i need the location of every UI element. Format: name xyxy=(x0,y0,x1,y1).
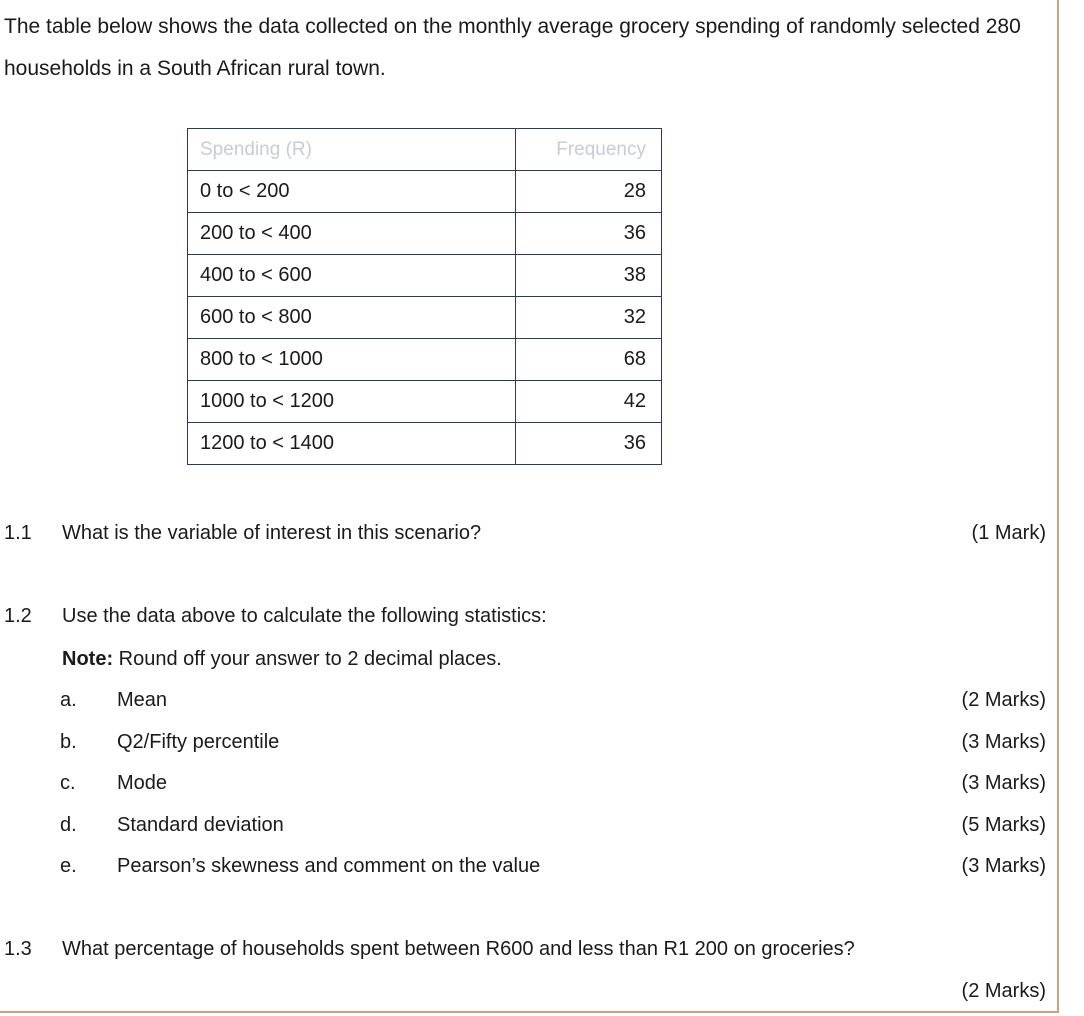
sub-question-marks: (3 Marks) xyxy=(961,731,1046,753)
table-cell-class: 800 to < 1000 xyxy=(188,339,516,381)
table-cell-class: 0 to < 200 xyxy=(188,171,516,213)
table-header-row xyxy=(188,129,662,171)
sub-question-marks: (5 Marks) xyxy=(961,814,1046,836)
sub-question-letter: a. xyxy=(60,689,77,711)
intro-paragraph: The table below shows the data collected on the monthly average grocery spending of randomly selected 280 households in a South African rural town. xyxy=(4,15,1021,80)
table-cell-class: 200 to < 400 xyxy=(188,213,516,255)
question-number: 1.2 xyxy=(4,605,32,627)
table-cell-frequency: 68 xyxy=(516,339,662,381)
sub-question-text: Mean xyxy=(117,689,168,711)
table-cell-class: 600 to < 800 xyxy=(188,297,516,339)
sub-question-text: Q2/Fifty percentile xyxy=(117,731,280,753)
table-cell-frequency: 38 xyxy=(516,255,662,297)
sub-question-letter: e. xyxy=(60,855,77,877)
table-row xyxy=(188,339,662,381)
question-number: 1.3 xyxy=(4,938,32,960)
table-row xyxy=(188,171,662,213)
sub-question-text: Standard deviation xyxy=(117,814,284,836)
table-cell-frequency: 36 xyxy=(516,423,662,465)
table-cell-class: 400 to < 600 xyxy=(188,255,516,297)
table-cell-frequency: 28 xyxy=(516,171,662,213)
sub-question-text: Mode xyxy=(117,772,168,794)
note-label: Note: xyxy=(62,648,114,670)
question-1-3 xyxy=(0,938,1084,968)
question-marks: (2 Marks) xyxy=(961,980,1046,1002)
question-1-3-marks-row xyxy=(0,980,1084,1010)
table-cell-frequency: 36 xyxy=(516,213,662,255)
sub-question-text: Pearson’s skewness and comment on the value xyxy=(117,855,541,877)
spending-frequency-table xyxy=(187,128,662,465)
sub-question-letter: c. xyxy=(60,772,76,794)
table-row xyxy=(188,297,662,339)
sub-question-a xyxy=(0,689,1084,719)
table-row xyxy=(188,381,662,423)
question-text: Use the data above to calculate the following statistics: xyxy=(62,605,547,627)
table-row xyxy=(188,423,662,465)
question-note xyxy=(0,648,1084,678)
table-row xyxy=(188,255,662,297)
sub-question-marks: (3 Marks) xyxy=(961,855,1046,877)
sub-question-letter: b. xyxy=(60,731,77,753)
sub-question-b xyxy=(0,731,1084,761)
question-1-2 xyxy=(0,605,1084,635)
table-cell-class: 1200 to < 1400 xyxy=(188,423,516,465)
table-cell-frequency: 32 xyxy=(516,297,662,339)
table-row xyxy=(188,213,662,255)
question-text: What percentage of households spent between R600 and less than R1 200 on groceries? xyxy=(62,938,855,960)
table-cell-frequency: 42 xyxy=(516,381,662,423)
question-number: 1.1 xyxy=(4,522,32,544)
sub-question-d xyxy=(0,814,1084,844)
sub-question-marks: (2 Marks) xyxy=(961,689,1046,711)
sub-question-letter: d. xyxy=(60,814,77,836)
table-header-spending: Spending (R) xyxy=(188,129,516,171)
note-text: Round off your answer to 2 decimal places. xyxy=(113,648,502,670)
question-marks: (1 Mark) xyxy=(971,522,1046,544)
question-1-1 xyxy=(0,522,1084,552)
question-text: What is the variable of interest in this scenario? xyxy=(62,522,482,544)
sub-question-e xyxy=(0,855,1084,885)
sub-question-c xyxy=(0,772,1084,802)
table-cell-class: 1000 to < 1200 xyxy=(188,381,516,423)
sub-question-marks: (3 Marks) xyxy=(961,772,1046,794)
table-header-frequency: Frequency xyxy=(516,129,662,171)
